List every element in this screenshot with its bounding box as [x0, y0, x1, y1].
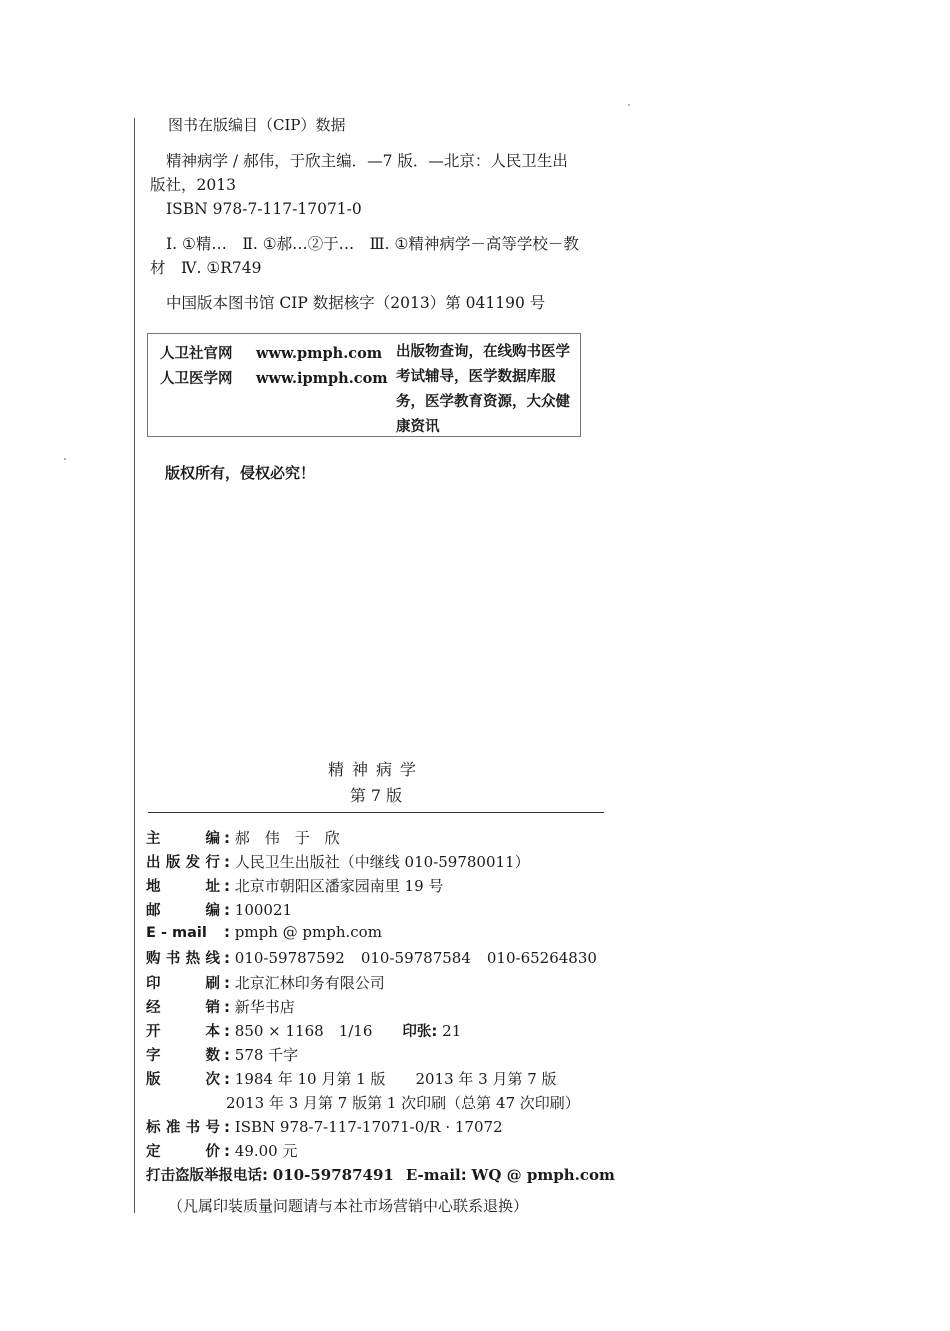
postcode-value: 100021	[234, 901, 293, 920]
imprint-row-isbn: 标准书号 : ISBN 978-7-117-17071-0/R · 17072	[146, 1118, 503, 1137]
imprint-label: 开本	[146, 1023, 220, 1040]
book-title: 精神病学	[327, 760, 424, 779]
cip-isbn: ISBN 978-7-117-17071-0	[166, 200, 362, 218]
imprint-label: 印刷	[146, 975, 220, 992]
cip-heading: 图书在版编目（CIP）数据	[168, 116, 346, 134]
cip-subjects: Ⅰ. ①精… Ⅱ. ①郝…②于… Ⅲ. ①精神病学－高等学校－教材 Ⅳ. ①R749	[150, 235, 579, 277]
imprint-row-hotline: 购书热线 : 010-59787592 010-59787584 010-65264830	[146, 949, 597, 968]
imprint-label: E - mail	[146, 925, 207, 942]
divider	[148, 812, 604, 813]
scan-margin-line	[134, 118, 135, 1213]
quality-notice: （凡属印装质量问题请与本社市场营销中心联系退换）	[168, 1197, 529, 1215]
imprint-row-format: 开本 : 850 × 1168 1/16 印张: 21	[146, 1021, 462, 1040]
imprint-label: 邮编	[146, 903, 220, 920]
piracy-email[interactable]: WQ @ pmph.com	[471, 1166, 615, 1185]
piracy-label: 打击盗版举报电话	[146, 1168, 262, 1185]
sheets-label: 印张	[402, 1023, 432, 1040]
imprint-row-email: E - mail : pmph @ pmph.com	[146, 923, 382, 942]
address-value: 北京市朝阳区潘家园南里 19 号	[234, 877, 444, 896]
publisher-value: 人民卫生出版社（中继线 010-59780011）	[234, 853, 530, 872]
email-value[interactable]: pmph @ pmph.com	[234, 923, 382, 942]
wordcount-value: 578 千字	[234, 1045, 299, 1064]
imprint-row-editor: 主编 : 郝 伟 于 欣	[146, 829, 340, 847]
distributor-value: 新华书店	[234, 997, 295, 1016]
editor-value: 郝 伟 于 欣	[234, 829, 340, 847]
scan-speck	[64, 458, 66, 460]
imprint-row-piracy: 打击盗版举报电话: 010-59787491 E-mail: WQ @ pmph.com	[146, 1166, 615, 1185]
imprint-label: 出版发行	[146, 855, 220, 872]
website-row	[160, 367, 388, 388]
price-value: 49.00 元	[234, 1142, 298, 1161]
imprint-label: 经销	[146, 999, 220, 1016]
book-edition: 第 7 版	[349, 786, 403, 805]
format-value: 850 × 1168 1/16	[234, 1021, 373, 1040]
site-url[interactable]: www.pmph.com	[256, 345, 383, 362]
imprint-row-postcode: 邮编 : 100021	[146, 901, 293, 920]
printing-value: 2013 年 3 月第 7 版第 1 次印刷（总第 47 次印刷）	[226, 1094, 580, 1113]
printer-value: 北京汇林印务有限公司	[234, 973, 385, 992]
site-name: 人卫社官网	[160, 346, 233, 362]
imprint-row-edition: 版次 : 1984 年 10 月第 1 版 2013 年 3 月第 7 版	[146, 1069, 557, 1088]
site-name: 人卫医学网	[160, 371, 233, 387]
imprint-label: 版次	[146, 1071, 220, 1088]
imprint-label: 标准书号	[146, 1120, 220, 1137]
imprint-row-wordcount: 字数 : 578 千字	[146, 1045, 299, 1064]
piracy-email-label: E-mail	[405, 1166, 461, 1185]
imprint-label: 购书热线	[146, 951, 220, 968]
imprint-row-printing	[146, 1092, 616, 1116]
piracy-phone: 010-59787491	[272, 1166, 394, 1185]
services-list: 出版物查询，在线购书医学考试辅导，医学数据库服务，医学教育资源，大众健康资讯	[396, 344, 570, 435]
cip-number: 中国版本图书馆 CIP 数据核字（2013）第 041190 号	[166, 294, 546, 312]
copyright-notice: 版权所有，侵权必究！	[165, 464, 316, 482]
imprint-label: 地址	[146, 879, 220, 896]
imprint-row-address: 地址 : 北京市朝阳区潘家园南里 19 号	[146, 877, 444, 896]
edition-first-value: 1984 年 10 月第 1 版	[234, 1069, 386, 1088]
hotline-value: 010-59787592	[234, 949, 345, 968]
website-row	[160, 342, 382, 363]
imprint-label: 定价	[146, 1144, 220, 1161]
sheets-value: 21	[442, 1021, 462, 1040]
website-info-box	[147, 333, 581, 437]
imprint-label: 主编	[146, 831, 220, 847]
cip-entry: 精神病学 / 郝伟，于欣主编．—7 版．—北京：人民卫生出版社，2013	[150, 152, 568, 194]
hotline-value: 010-65264830	[486, 949, 597, 968]
edition-current-value: 2013 年 3 月第 7 版	[415, 1069, 557, 1088]
hotline-value: 010-59787584	[360, 949, 471, 968]
scan-speck	[628, 104, 630, 106]
imprint-row-printer: 印刷 : 北京汇林印务有限公司	[146, 973, 385, 992]
imprint-block	[146, 827, 616, 1188]
imprint-label: 字数	[146, 1047, 220, 1064]
imprint-row-price: 定价 : 49.00 元	[146, 1142, 298, 1161]
site-url[interactable]: www.ipmph.com	[256, 370, 388, 387]
imprint-row-distributor: 经销 : 新华书店	[146, 997, 295, 1016]
imprint-row-publisher: 出版发行 : 人民卫生出版社（中继线 010-59780011）	[146, 853, 530, 872]
isbn-value: ISBN 978-7-117-17071-0/R · 17072	[234, 1118, 503, 1137]
